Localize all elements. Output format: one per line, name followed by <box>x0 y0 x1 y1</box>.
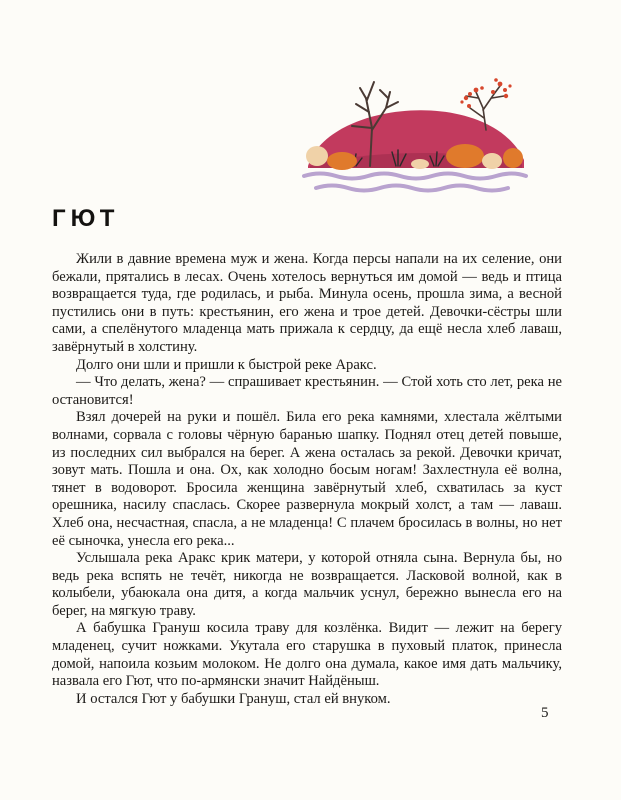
red-leaves <box>460 78 511 108</box>
paragraph: Услышала река Аракс крик матери, у которой отняла сына. Вернула бы, но ведь река вспять не течёт, никогда не возвращается. Ласковой волной, как в колыбели, убаюкала она дитя, а когда мальчик уснул, бережно вынесла его на берег, на мягкую траву. <box>52 550 562 619</box>
paragraph: Долго они шли и пришли к быстрой реке Аракс. <box>76 356 377 373</box>
paragraph: А бабушка Грануш косила траву для козлёнка. Видит — лежит на берегу младенец, сучит ножками. Укутала его старушка в пуховый платок, принесла домой, напоила козьим молоком. Не долго она думала, какое имя дать мальчику, назвала его Гют, что по-армянски значит Найдёныш. <box>52 620 562 690</box>
paragraph: Жили в давние времена муж и жена. Когда персы напали на их селение, они бежали, прятались в лесах. Очень хотелось вернуться им домой — ведь и птица возвращается туда, где родилась, и рыба. Минула осень, прошла зима, а весной пустились они в путь: крестьянин, его жена и трое детей. Девочки-сёстры шли сами, а спелёнутого младенца мать прижала к сердцу, да ещё несла хлеб лаваш, завёрнутый в холстину. <box>52 251 562 355</box>
story-title: ГЮТ <box>52 205 120 232</box>
page-number: 5 <box>541 705 549 721</box>
paragraph: — Что делать, жена? — спрашивает крестьянин. — Стой хоть сто лет, река не остановится! <box>52 374 562 408</box>
paragraph: Взял дочерей на руки и пошёл. Била его река камнями, хлестала жёлтыми волнами, сорвала с головы чёрную баранью шапку. Поднял отец детей повыше, из последних сил выбрался на берег. А жена осталась за рекой. Девочки кричат, зовут мать. Пошла и она. Ох, как холодно босым ногам! Захлестнула её волна, тянет в водоворот. Бросила женщина завёрнутый хлеб, схватилась за куст орешника, насилу спаслась. Скорее развернула мокрый холст, а там — лаваш. Хлеб она, несчастная, спасла, а не младенца! С плачем бросилась в волны, но нет её сыночка, унесла его река... <box>52 409 562 549</box>
story-text <box>52 251 562 708</box>
hill-with-trees-illustration-icon <box>300 68 530 198</box>
wave-lines <box>304 174 526 191</box>
paragraph: И остался Гют у бабушки Грануш, стал ей внуком. <box>76 690 391 707</box>
